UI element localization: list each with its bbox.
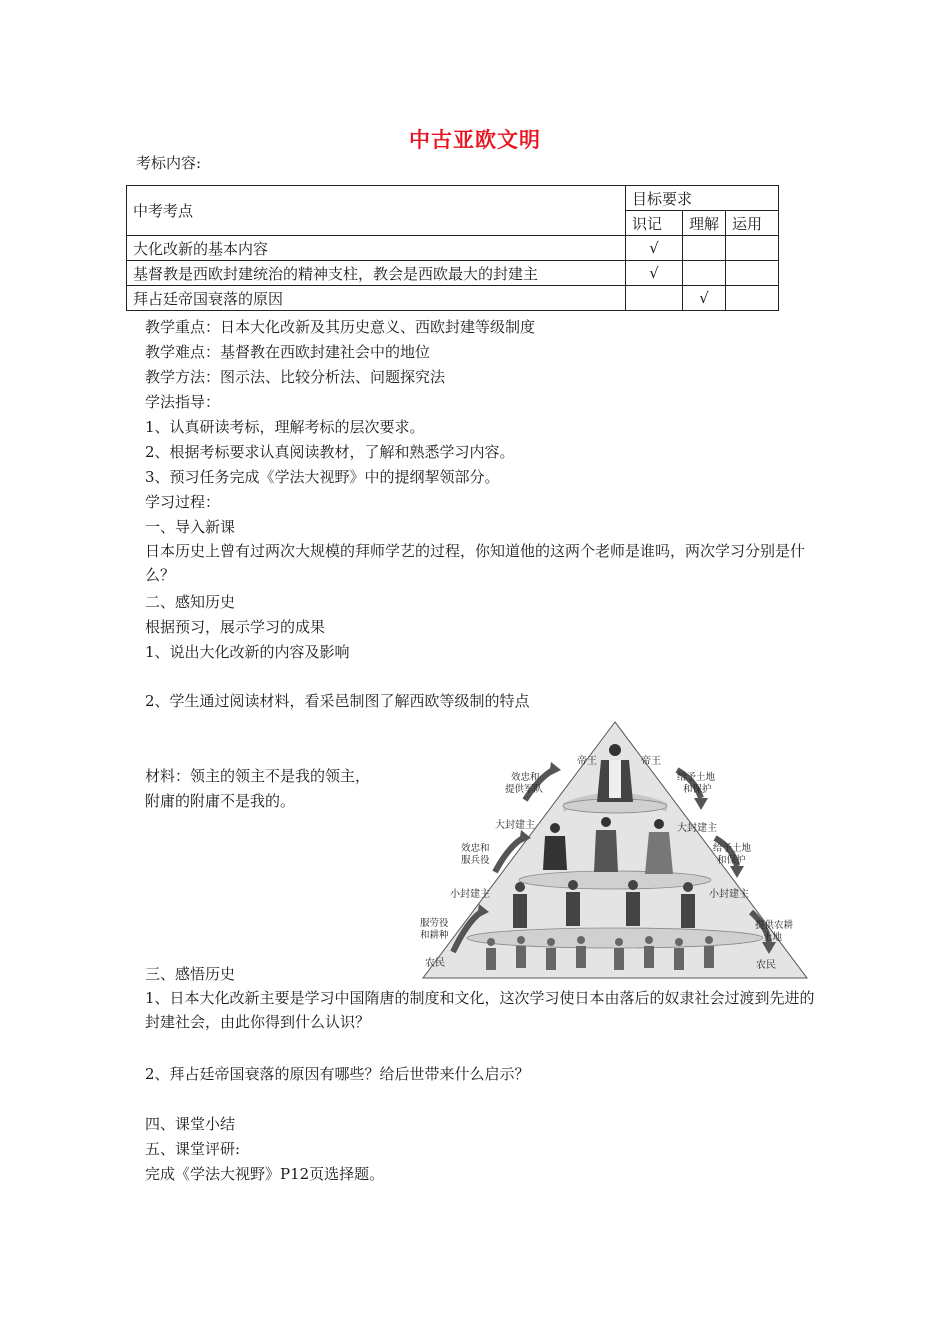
row-point: 拜占廷帝国衰落的原因: [127, 286, 626, 311]
methods: 教学方法：图示法、比较分析法、问题探究法: [145, 368, 446, 386]
guide-item: 3、预习任务完成《学法大视野》中的提纲挈领部分。: [145, 468, 500, 486]
label-peasant-left: 农民: [425, 958, 445, 969]
label-peasant-right: 农民: [756, 960, 776, 971]
label-up1: 提供军队: [505, 784, 544, 795]
standards-label: 考标内容:: [136, 154, 202, 172]
material-line: 材料：领主的领主不是我的领主，: [145, 767, 371, 785]
key-points: 教学重点：日本大化改新及其历史意义、西欧封建等级制度: [145, 318, 536, 336]
row-recall: [626, 286, 683, 311]
label-up2: 效忠和: [461, 843, 490, 854]
row-recall: √: [626, 261, 683, 286]
guide-item: 2、根据考标要求认真阅读教材，了解和熟悉学习内容。: [145, 443, 515, 461]
label-great-right: 大封建主: [677, 823, 717, 834]
row-understand: [683, 236, 726, 261]
question: 2、拜占廷帝国衰落的原因有哪些？给后世带来什么启示？: [145, 1065, 530, 1083]
label-down3: 提供农耕: [755, 920, 794, 931]
label-king-left: 帝王: [577, 756, 597, 767]
label-down1: 和保护: [683, 784, 712, 795]
header-understand: 理解: [683, 211, 726, 236]
paragraph: 1、日本大化改新主要是学习中国隋唐的制度和文化，这次学习使日本由落后的奴隶社会过渡到先进的封建社会，由此你得到什么认识？: [145, 989, 815, 1031]
row-recall: √: [626, 236, 683, 261]
label-up1: 效忠和: [511, 772, 540, 783]
guide-item: 1、认真研读考标，理解考标的层次要求。: [145, 418, 425, 436]
difficulty: 教学难点：基督教在西欧封建社会中的地位: [145, 343, 431, 361]
paragraph: 完成《学法大视野》P12页选择题。: [145, 1165, 385, 1183]
label-small-left: 小封建主: [450, 889, 490, 900]
section-title: 二、感知历史: [145, 593, 236, 611]
header-point: 中考考点: [127, 186, 626, 236]
label-up2: 服兵役: [461, 855, 490, 866]
row-point: 基督教是西欧封建统治的精神支柱，教会是西欧最大的封建主: [127, 261, 626, 286]
section-title: 三、感悟历史: [145, 965, 236, 983]
label-up3: 服劳役: [420, 918, 449, 929]
label-up3: 和耕种: [420, 930, 449, 941]
row-apply: [726, 286, 779, 311]
paragraph: 根据预习，展示学习的成果: [145, 618, 326, 636]
row-apply: [726, 236, 779, 261]
row-apply: [726, 261, 779, 286]
material-line: 附庸的附庸不是我的。: [145, 792, 296, 810]
section-title: 一、导入新课: [145, 518, 236, 536]
table-row: [127, 236, 779, 261]
page-title: 中古亚欧文明: [409, 127, 541, 152]
table-row: [127, 261, 779, 286]
label-down3: 土地: [763, 932, 783, 943]
table-row: [127, 286, 779, 311]
label-down2: 给予土地: [713, 843, 752, 854]
standards-table: [126, 185, 779, 311]
process-title: 学习过程：: [145, 493, 221, 511]
guide-title: 学法指导：: [145, 393, 221, 411]
feudal-pyramid-diagram: [415, 720, 815, 982]
section-title: 五、课堂评研:: [145, 1140, 241, 1158]
label-down1: 给予土地: [677, 772, 716, 783]
label-down2: 和保护: [717, 855, 746, 866]
question: 1、说出大化改新的内容及影响: [145, 643, 350, 661]
question: 2、学生通过阅读材料，看采邑制图了解西欧等级制的特点: [145, 692, 530, 710]
row-understand: [683, 261, 726, 286]
header-recall: 识记: [626, 211, 683, 236]
row-understand: √: [683, 286, 726, 311]
label-great-left: 大封建主: [495, 820, 535, 831]
section-title: 四、课堂小结: [145, 1115, 236, 1133]
header-apply: 运用: [726, 211, 779, 236]
label-small-right: 小封建主: [709, 889, 749, 900]
row-point: 大化改新的基本内容: [127, 236, 626, 261]
header-goal: 目标要求: [626, 186, 779, 211]
label-king-right: 帝王: [641, 756, 661, 767]
paragraph: 日本历史上曾有过两次大规模的拜师学艺的过程，你知道他的这两个老师是谁吗，两次学习分别是什么？: [145, 542, 806, 584]
